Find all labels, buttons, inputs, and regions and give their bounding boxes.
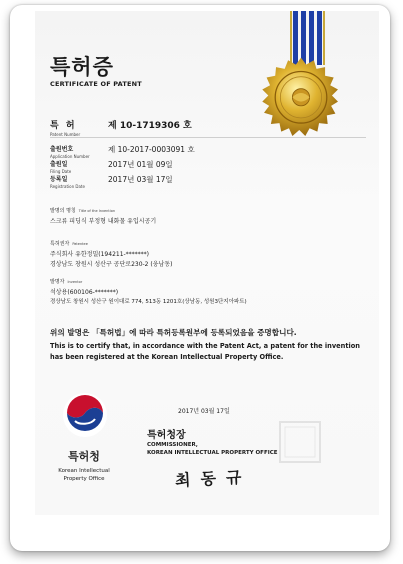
official-stamp-icon (277, 419, 323, 465)
issue-date: 2017년 03월 17일 (178, 408, 230, 415)
filing-date-label-en: Filing Date (50, 169, 72, 174)
patentee-label (50, 240, 88, 247)
patent-number-label-en: Patent Number (50, 132, 81, 137)
divider (50, 137, 366, 138)
registration-date-row (50, 174, 173, 189)
registration-date-label-en: Registration Date (50, 184, 85, 189)
kipo-logo-icon (61, 391, 109, 439)
filing-date-row (50, 159, 173, 174)
patentee-address: 경상남도 창원시 성산구 공단로230-2 (웅남동) (50, 261, 173, 268)
filing-date-label: 출원일 (50, 161, 68, 168)
gold-seal-icon (258, 56, 344, 142)
commissioner-title-en-line2: KOREAN INTELLECTUAL PROPERTY OFFICE (147, 450, 278, 456)
application-number-value: 제 10-2017-0003091 호 (108, 145, 195, 154)
patent-number-row (50, 118, 192, 137)
agency-name-en-line2: Property Office (63, 476, 105, 482)
registration-date-value: 2017년 03월 17일 (108, 175, 173, 184)
registration-date-label: 등록일 (50, 176, 68, 183)
agency-name-en-line1: Korean Intellectual (58, 468, 110, 474)
patentee-label-en: Patentee (72, 242, 88, 246)
inventor-label-ko: 발명자 (50, 279, 65, 285)
commissioner-title-en (147, 441, 278, 457)
application-number-row (50, 144, 195, 159)
patentee-name: 주식회사 유한정밀(194211-*******) (50, 251, 150, 258)
inventor-label (50, 278, 82, 285)
inventor-address: 경상남도 창원시 성산구 원이대로 774, 513동 1201호(상남동, 성원3단지아파트) (50, 299, 247, 305)
patentee-label-ko: 특허권자 (50, 241, 70, 247)
agency-name-ko: 특허청 (68, 450, 100, 463)
document-title: 특허증 (50, 55, 114, 79)
inventor-name: 석상용(600106-*******) (50, 289, 119, 296)
invention-title-label-ko: 발명의 명칭 (50, 208, 76, 214)
patent-number-value: 제 10-1719306 호 (108, 121, 192, 131)
commissioner-title-en-line1: COMMISSIONER, (147, 442, 198, 448)
certificate-frame (10, 5, 390, 551)
application-number-label: 출원번호 (50, 146, 74, 153)
invention-title-value: 스크류 피딩식 부정형 내화물 유입시공기 (50, 218, 157, 225)
inventor-label-en: Inventor (67, 280, 83, 284)
invention-title-label (50, 207, 115, 214)
patent-number-label: 특 허 (50, 121, 77, 131)
commissioner-signature: 최동규 (174, 467, 252, 490)
application-number-label-en: Application Number (50, 154, 90, 159)
document-subtitle: CERTIFICATE OF PATENT (50, 80, 142, 88)
commissioner-title-ko: 특허청장 (147, 430, 186, 441)
filing-date-value: 2017년 01월 09일 (108, 160, 173, 169)
certification-statement-ko: 위의 발명은 「특허법」에 따라 특허등록원부에 등록되었음을 증명합니다. (50, 328, 297, 337)
certificate-paper (35, 11, 379, 515)
agency-name-en (45, 467, 123, 483)
invention-title-label-en: Title of the Invention (78, 209, 116, 213)
certification-statement-en: This is to certify that, in accordance with the Patent Act, a patent for the invention has been registered at the Korean Intellectual Property Office. (50, 342, 360, 361)
